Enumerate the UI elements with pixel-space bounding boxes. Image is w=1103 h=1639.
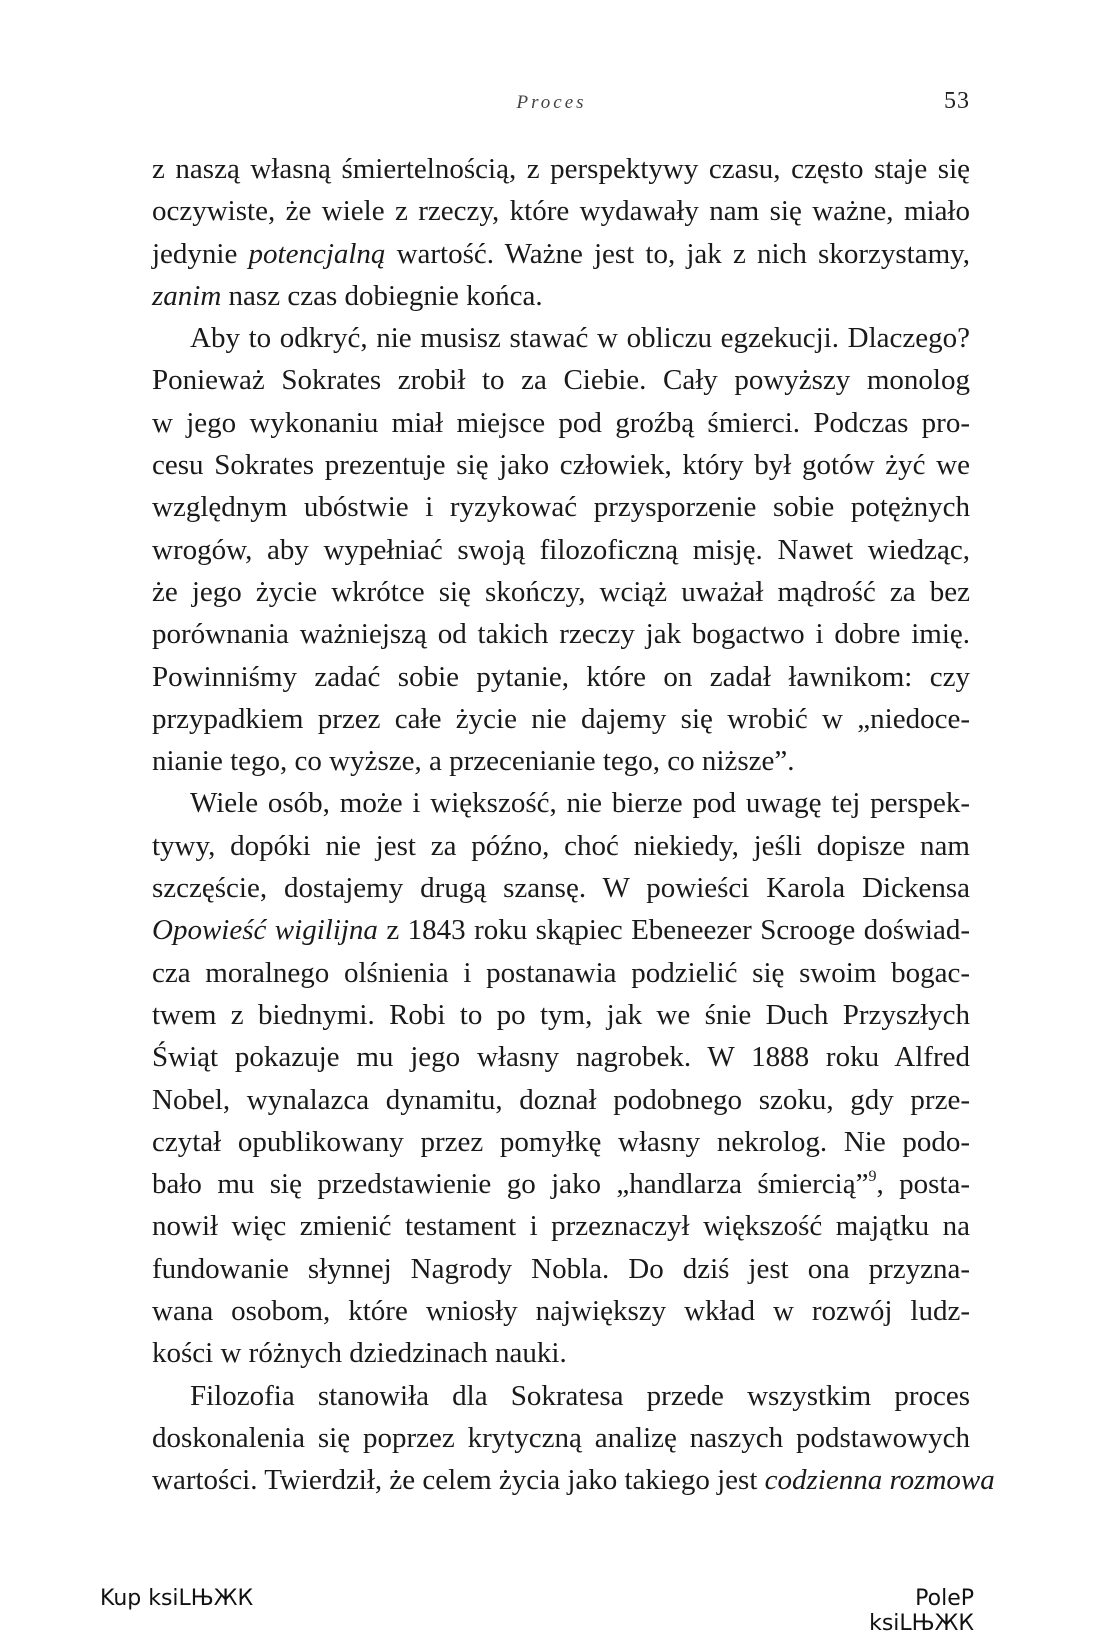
text-line: szczęście, dostajemy drugą szansę. W powieści Karola Dickensa: [152, 872, 970, 905]
text-line: czytał opublikowany przez pomyłkę własny nekrolog. Nie podo-: [152, 1125, 970, 1158]
buy-book-link[interactable]: Kup ksiLЊЖК: [100, 1586, 254, 1611]
text-line: nianie tego, co wyższe, a przecenianie tego, co niższe”.: [152, 745, 795, 778]
text-line: wrogów, aby wypełniać swoją filozoficzną misję. Nawet wiedząc,: [152, 533, 970, 566]
text-line: porównania ważniejszą od takich rzeczy jak bogactwo i dobre imię.: [152, 618, 970, 651]
text-line: fundowanie słynnej Nagrody Nobla. Do dziś jest ona przyzna-: [152, 1252, 970, 1285]
text-line: twem z biednymi. Robi to po tym, jak we śnie Duch Przyszłych: [152, 998, 970, 1031]
text-line: cza moralnego olśnienia i postanawia podzielić się swoim bogac-: [152, 956, 970, 989]
text-line: Powinniśmy zadać sobie pytanie, które on zadał ławnikom: czy: [152, 660, 970, 693]
text-line: Filozofia stanowiła dla Sokratesa przede wszystkim proces: [190, 1379, 970, 1412]
text-line: z naszą własną śmiertelnością, z perspektywy czasu, często staje się: [152, 153, 970, 185]
text-line: Opowieść wigilijna z 1843 roku skąpiec Ebeneezer Scrooge doświad-: [152, 914, 971, 947]
text-line: oczywiste, że wiele z rzeczy, które wydawały nam się ważne, miało: [152, 195, 970, 228]
text-line: wana osobom, które wniosły największy wkład w rozwój ludz-: [152, 1295, 970, 1328]
running-title: Proces: [516, 92, 587, 113]
text-line: Aby to odkryć, nie musisz stawać w obliczu egzekucji. Dlaczego?: [190, 322, 970, 355]
text-line: w jego wykonaniu miał miejsce pod groźbą śmierci. Podczas pro-: [152, 406, 970, 439]
text-line: bało mu się przedstawienie go jako „handlarza śmiercią”$^9$, posta-: [152, 1168, 971, 1201]
text-line: zanim nasz czas dobiegnie końca.: [152, 279, 543, 312]
text-line: Ponieważ Sokrates zrobił to za Ciebie. Cały powyższy monolog: [152, 364, 970, 397]
text-line: Nobel, wynalazca dynamitu, doznał podobnego szoku, gdy prze-: [152, 1083, 970, 1116]
text-line: doskonalenia się poprzez krytyczną analizę naszych podstawowych: [152, 1421, 970, 1454]
text-line: Świąt pokazuje mu jego własny nagrobek. W 1888 roku Alfred: [152, 1041, 970, 1074]
text-line: jedynie potencjalną wartość. Ważne jest to, jak z nich skorzystamy,: [152, 237, 970, 270]
body-text: [152, 148, 995, 1502]
text-line: cesu Sokrates prezentuje się jako człowiek, który był gotów żyć we: [152, 449, 970, 482]
recommend-book-link[interactable]: PoleP ksiLЊЖК: [869, 1586, 974, 1636]
text-line: że jego życie wkrótce się skończy, wciąż uważał mądrość za bez: [152, 575, 970, 608]
text-line: kości w różnych dziedzinach nauki.: [152, 1337, 567, 1370]
page-number: 53: [944, 88, 970, 114]
text-line: nowił więc zmienić testament i przeznaczył większość majątku na: [152, 1210, 970, 1243]
text-line: przypadkiem przez całe życie nie dajemy się wrobić w „niedoce-: [152, 702, 970, 735]
text-line: Wiele osób, może i większość, nie bierze pod uwagę tej perspek-: [190, 787, 970, 820]
text-line: względnym ubóstwie i ryzykować przysporzenie sobie potężnych: [152, 491, 970, 524]
text-line: tywy, dopóki nie jest za późno, choć niekiedy, jeśli dopisze nam: [152, 829, 970, 862]
text-line: wartości. Twierdził, że celem życia jako takiego jest codzienna rozmowa: [152, 1464, 995, 1497]
